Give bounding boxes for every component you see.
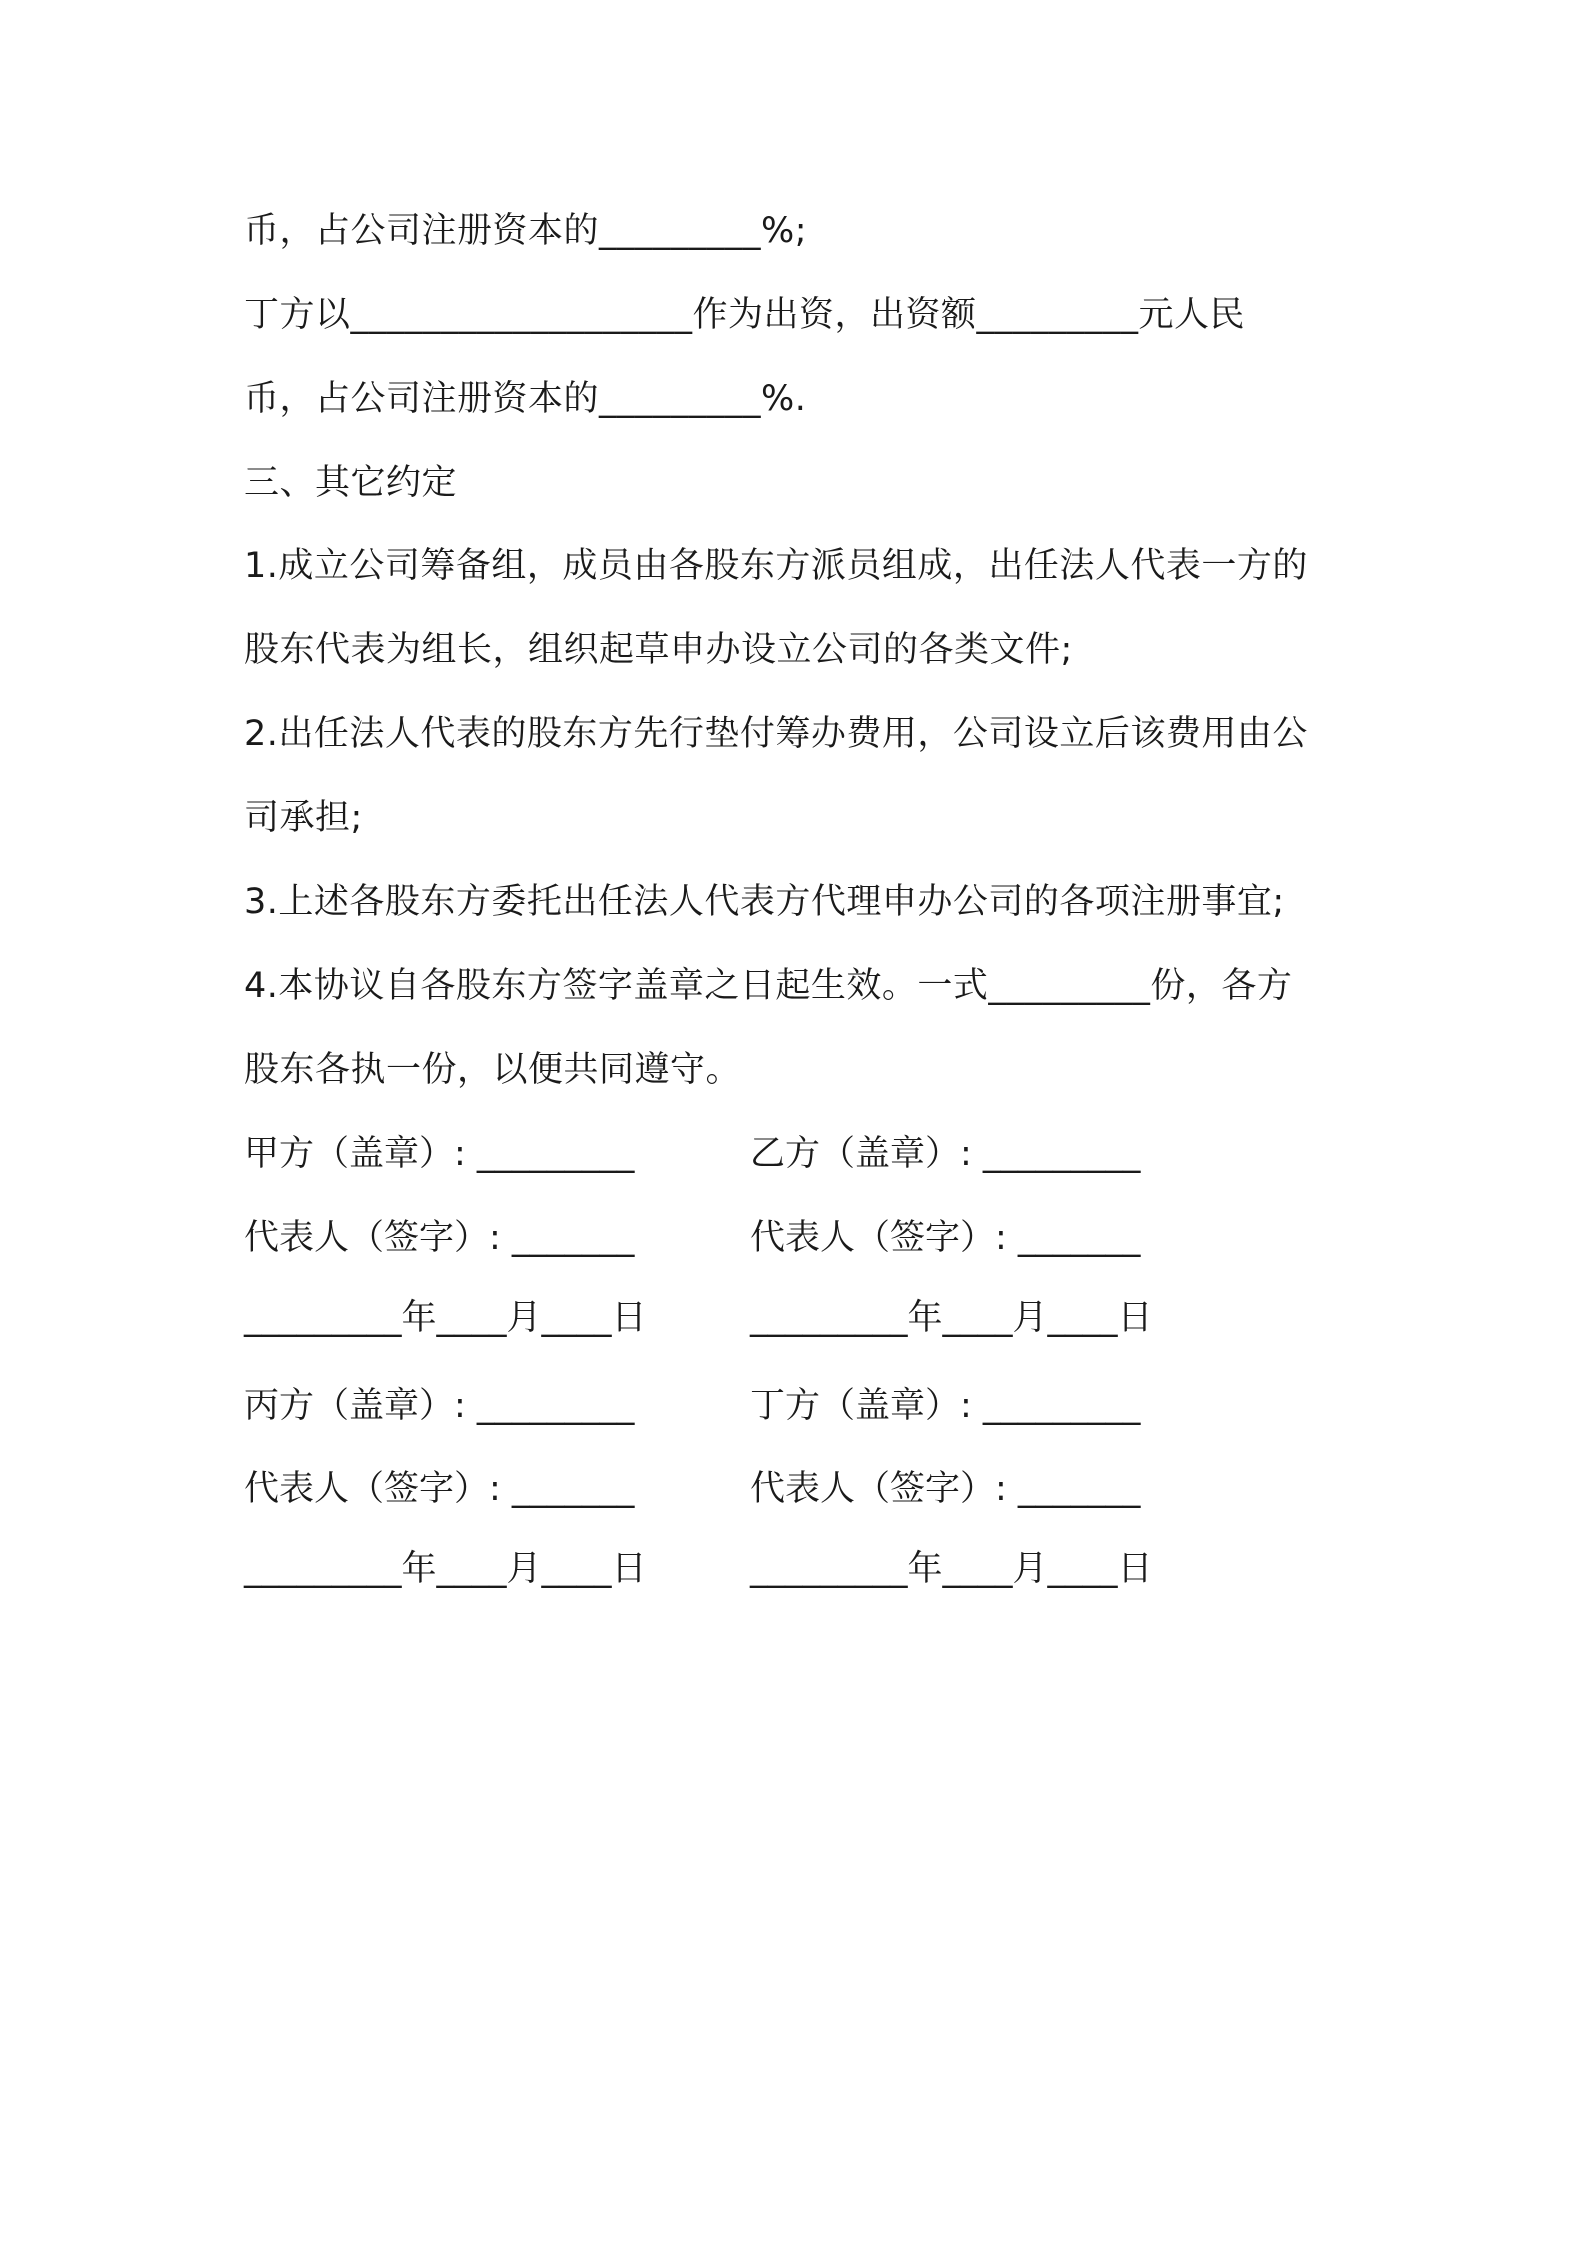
signature-seal-party-d: 丁方（盖章）: _________ (750, 1386, 1141, 1426)
representative-signature: 代表人（签字）: _______ (244, 1469, 635, 1509)
representative-signature: 代表人（签字）: _______ (750, 1469, 1141, 1509)
section-heading: 三、其它约定 (244, 463, 458, 503)
paragraph-line: 股东代表为组长，组织起草申办设立公司的各类文件; (244, 630, 1073, 670)
representative-signature: 代表人（签字）: _______ (244, 1218, 635, 1258)
signature-date: _________年____月____日 (244, 1298, 647, 1338)
paragraph-line: 币，占公司注册资本的_________%; (244, 211, 808, 251)
signature-row (244, 1383, 1344, 1429)
paragraph-line: 4.本协议自各股东方签字盖章之日起生效。一式_________份，各方 (244, 966, 1293, 1006)
paragraph-line: 股东各执一份，以便共同遵守。 (244, 1050, 742, 1090)
paragraph-line: 2.出任法人代表的股东方先行垫付筹办费用，公司设立后该费用由公 (244, 714, 1308, 754)
paragraph-line: 1.成立公司筹备组，成员由各股东方派员组成，出任法人代表一方的 (244, 546, 1308, 586)
signature-date: _________年____月____日 (750, 1549, 1153, 1589)
signature-seal-party-c: 丙方（盖章）: _________ (244, 1386, 635, 1426)
signature-row (244, 1466, 1344, 1512)
representative-signature: 代表人（签字）: _______ (750, 1218, 1141, 1258)
signature-date: _________年____月____日 (750, 1298, 1153, 1338)
paragraph-line: 3.上述各股东方委托出任法人代表方代理申办公司的各项注册事宜; (244, 882, 1285, 922)
signature-seal-party-b: 乙方（盖章）: _________ (750, 1134, 1141, 1174)
paragraph-line: 司承担; (244, 798, 363, 838)
signature-row (244, 1215, 1344, 1261)
paragraph-line: 币，占公司注册资本的_________%. (244, 379, 807, 419)
signature-seal-party-a: 甲方（盖章）: _________ (244, 1134, 635, 1174)
paragraph-line: 丁方以___________________作为出资，出资额_________元人民 (244, 295, 1246, 335)
signature-date: _________年____月____日 (244, 1549, 647, 1589)
signature-row (244, 1131, 1344, 1177)
signature-date-row (244, 1546, 1344, 1592)
signature-date-row (244, 1295, 1344, 1341)
